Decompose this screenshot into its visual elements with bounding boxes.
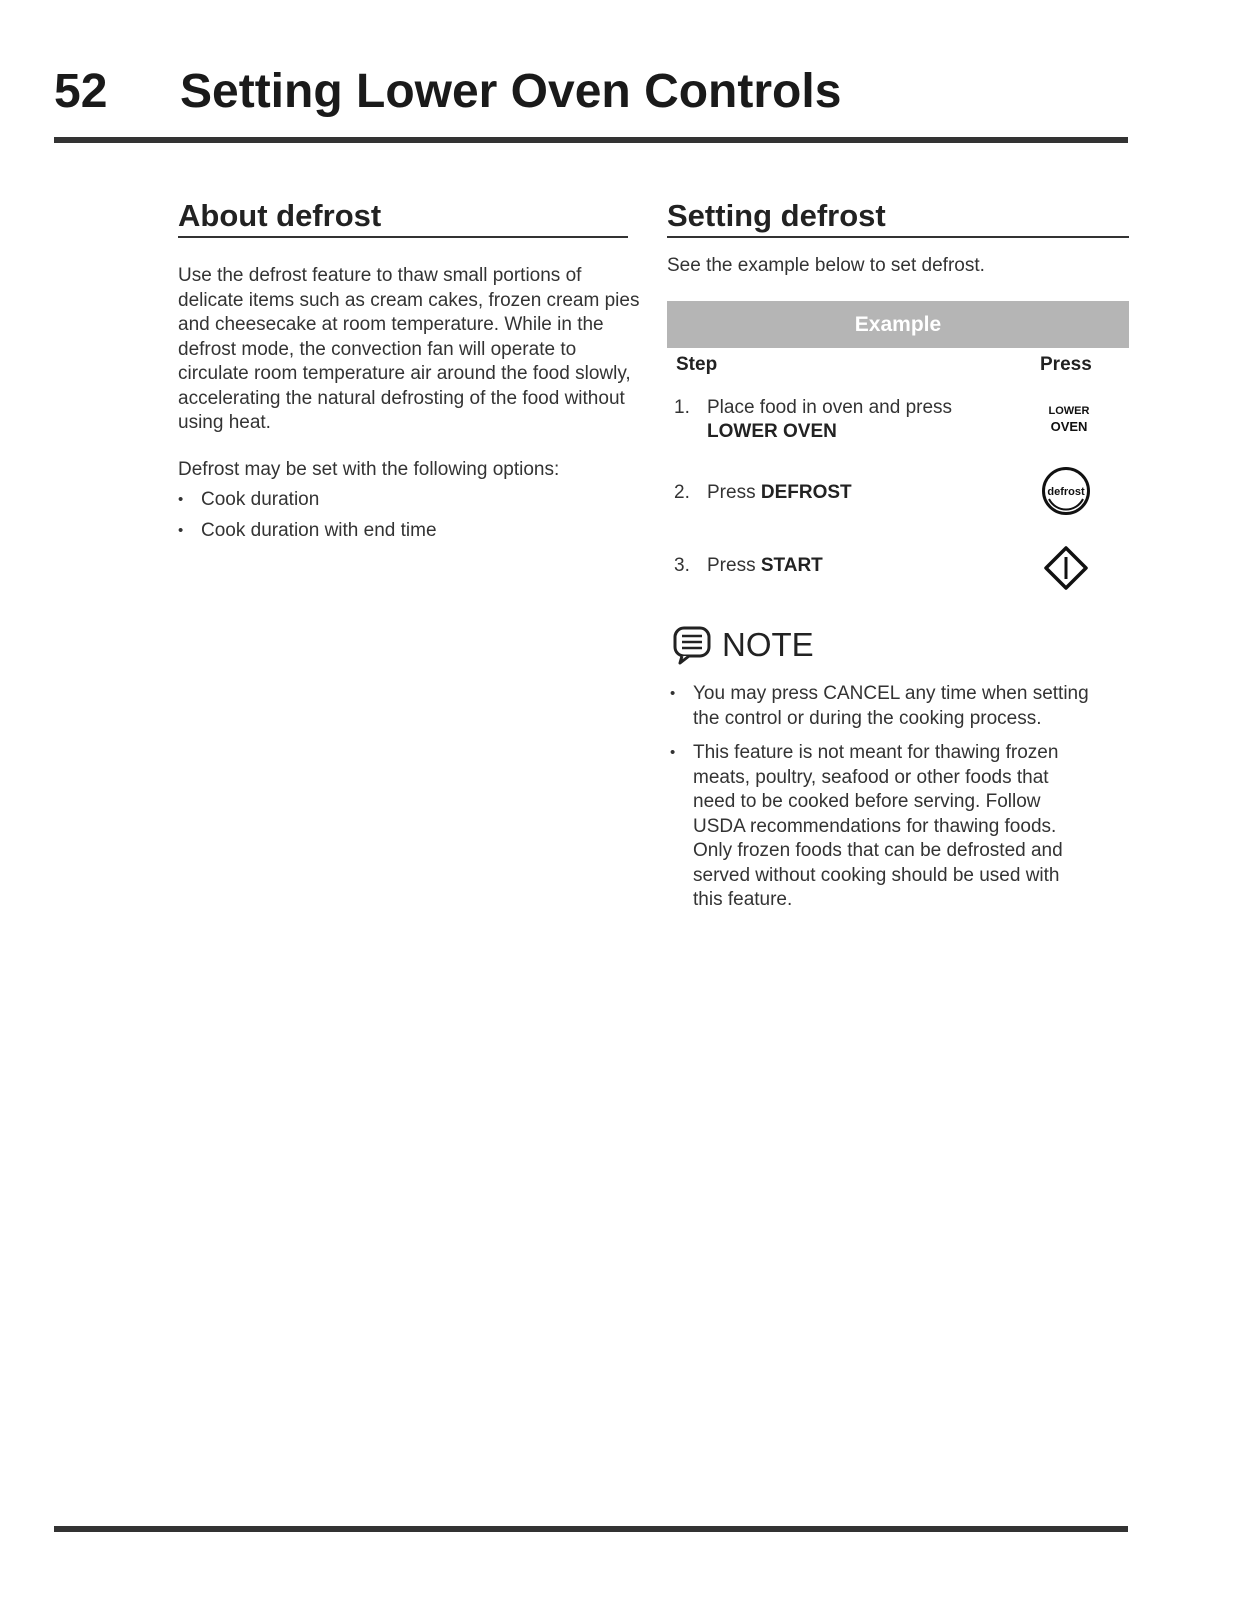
step-key-name: START	[760, 555, 823, 576]
options-intro: Defrost may be set with the following options:	[178, 459, 560, 480]
footer-rule	[54, 1526, 1128, 1532]
step-column-header: Step	[676, 354, 718, 375]
step-2	[674, 481, 1004, 505]
lower-oven-key-icon	[1046, 404, 1092, 434]
options-list	[178, 488, 618, 549]
example-bar: Example	[667, 301, 1129, 348]
list-item: • This feature is not meant for thawing frozen meats, poultry, seafood or other foods that need to be cooked before serving. Follow USDA recommendations for thawing foods. Only frozen foods that can be defrosted and served without cooking should be used with this feature.	[670, 741, 1090, 913]
list-item: • Cook duration	[178, 488, 618, 513]
step-number: 3.	[674, 555, 690, 576]
step-3	[674, 554, 1004, 578]
step-key-name: LOWER OVEN	[707, 421, 837, 442]
page-header	[54, 62, 1128, 122]
note-heading: NOTE	[722, 626, 814, 663]
defrost-key-label: defrost	[1047, 486, 1085, 498]
press-column-header: Press	[1040, 354, 1092, 375]
note-icon	[672, 625, 712, 665]
list-item: • Cook duration with end time	[178, 519, 618, 544]
about-defrost-heading: About defrost	[178, 196, 628, 238]
step-number: 2.	[674, 482, 690, 503]
note-list	[670, 682, 1090, 919]
note-header	[672, 623, 872, 667]
lower-key-line2: OVEN	[1050, 419, 1088, 434]
step-text: Press	[707, 482, 756, 503]
defrost-key-icon	[1040, 465, 1092, 517]
step-text: Place food in oven and press	[707, 397, 953, 418]
step-1	[674, 396, 1004, 444]
setting-defrost-heading: Setting defrost	[667, 196, 1129, 238]
header-rule	[54, 137, 1128, 143]
setting-defrost-intro: See the example below to set defrost.	[667, 255, 985, 276]
page-title: Setting Lower Oven Controls	[180, 65, 842, 118]
step-number: 1.	[674, 397, 690, 418]
lower-key-line1: LOWER	[1048, 405, 1090, 417]
start-key-icon	[1044, 546, 1088, 590]
step-key-name: DEFROST	[760, 482, 852, 503]
step-text: Press	[707, 555, 756, 576]
list-item: • You may press CANCEL any time when setting the control or during the cooking process.	[670, 682, 1090, 731]
about-defrost-paragraph: Use the defrost feature to thaw small portions of delicate items such as cream cakes, frozen cream pies and cheesecake at room temperature. While in the defrost mode, the convection fan will operate to circulate room temperature air around the food slowly, accelerating the natural defrosting of the food without using heat.	[178, 265, 640, 433]
page-number: 52	[54, 65, 108, 118]
